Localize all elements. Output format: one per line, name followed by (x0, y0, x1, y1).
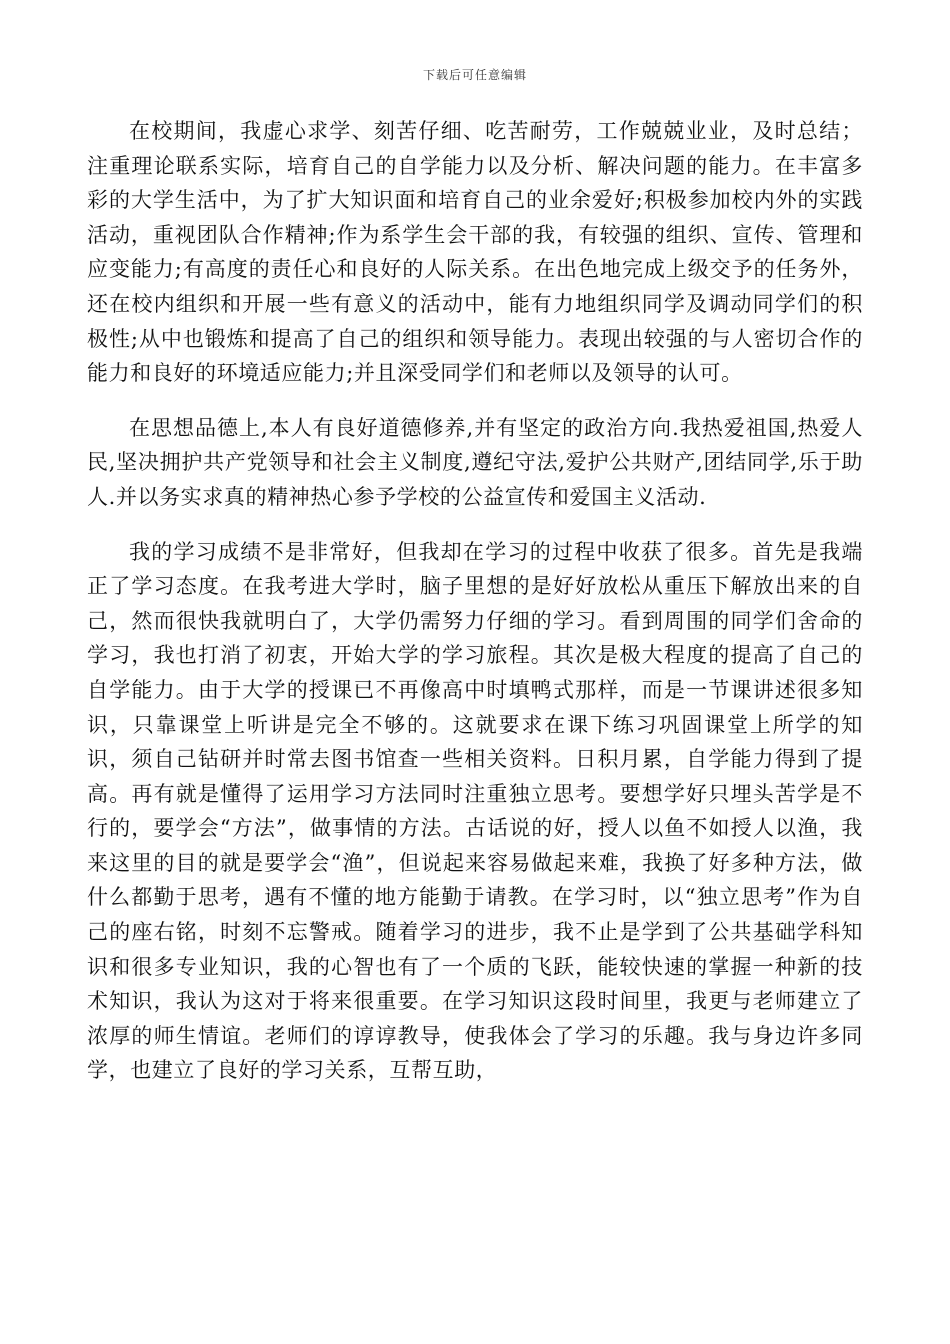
page-header-note: 下载后可任意编辑 (422, 68, 527, 82)
paragraph-school-period: 在校期间，我虚心求学、刻苦仔细、吃苦耐劳，工作兢兢业业，及时总结；注重理论联系实际，培育自己的自学能力以及分析、解决问题的能力。在丰富多彩的大学生活中，为了扩大知识面和培育自己的业余爱好;积极参加校内外的实践活动，重视团队合作精神;作为系学生会干部的我，有较强的组织、宣传、管理和应变能力;有高度的责任心和良好的人际关系。在出色地完成上级交予的任务外，还在校内组织和开展一些有意义的活动中，能有力地组织同学及调动同学们的积极性;从中也锻炼和提高了自己的组织和领导能力。表现出较强的与人密切合作的能力和良好的环境适应能力;并且深受同学们和老师以及领导的认可。 (87, 119, 863, 386)
paragraph-study-experience: 我的学习成绩不是非常好，但我却在学习的过程中收获了很多。首先是我端正了学习态度。在我考进大学时，脑子里想的是好好放松从重压下解放出来的自己，然而很快我就明白了，大学仍需努力仔细的学习。看到周围的同学们舍命的学习，我也打消了初衷，开始大学的学习旅程。其次是极大程度的提高了自己的自学能力。由于大学的授课已不再像高中时填鸭式那样，而是一节课讲述很多知识，只靠课堂上听讲是完全不够的。这就要求在课下练习巩固课堂上所学的知识，须自己钻研并时常去图书馆查一些相关资料。日积月累，自学能力得到了提高。再有就是懂得了运用学习方法同时注重独立思考。要想学好只埋头苦学是不行的，要学会“方法”，做事情的方法。古话说的好，授人以鱼不如授人以渔，我来这里的目的就是要学会“渔”，但说起来容易做起来难，我换了好多种方法，做什么都勤于思考，遇有不懂的地方能勤于请教。在学习时，以“独立思考”作为自己的座右铭，时刻不忘警戒。随着学习的进步，我不止是学到了公共基础学科知识和很多专业知识，我的心智也有了一个质的飞跃，能较快速的掌握一种新的技术知识，我认为这对于将来很重要。在学习知识这段时间里，我更与老师建立了浓厚的师生情谊。老师们的谆谆教导，使我体会了学习的乐趣。我与身边许多同学，也建立了良好的学习关系，互帮互助， (87, 539, 863, 1083)
document-body (87, 114, 863, 1108)
paragraph-moral-character: 在思想品德上,本人有良好道德修养,并有坚定的政治方向.我热爱祖国,热爱人民,坚决拥护共产党领导和社会主义制度,遵纪守法,爱护公共财产,团结同学,乐于助人.并以务实求真的精神热心参予学校的公益宣传和爱国主义活动. (87, 415, 863, 509)
